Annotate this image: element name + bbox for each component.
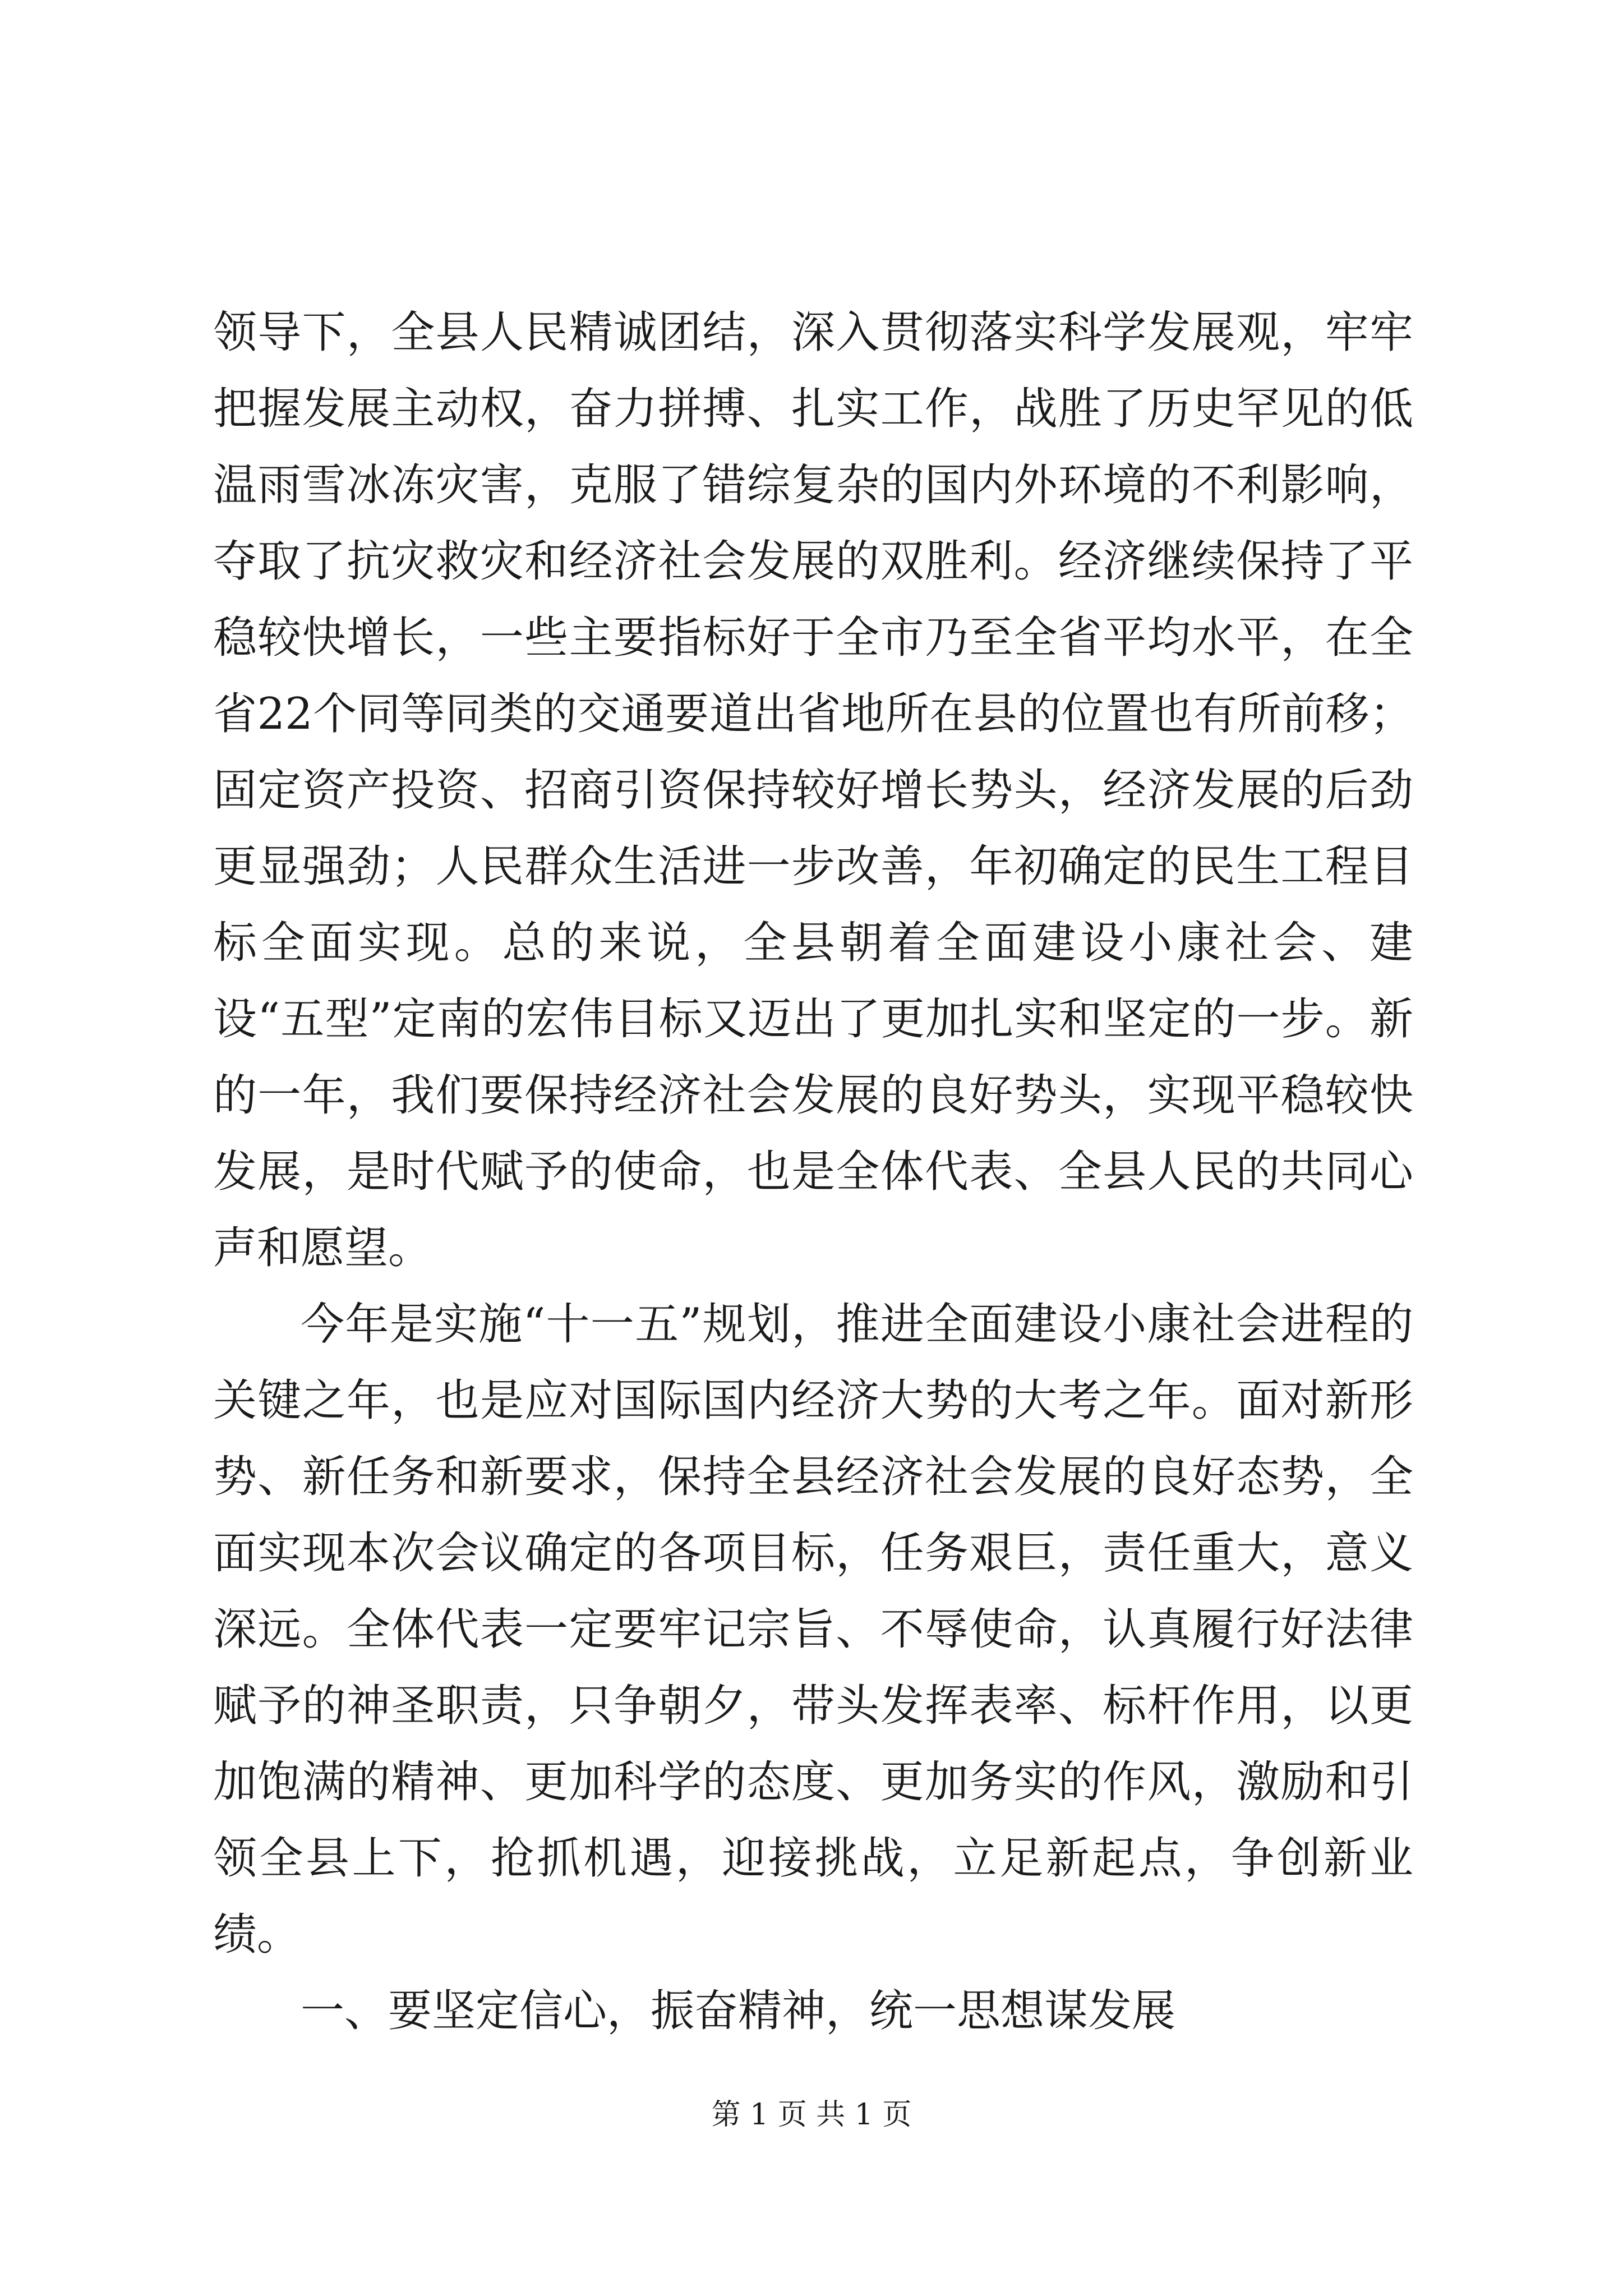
page-footer: 第 1 页 共 1 页 [711, 2098, 912, 2132]
paragraph-annual-significance: 今年是实施“十一五”规划，推进全面建设小康社会进程的关键之年，也是应对国际国内经济大势的大考之年。面对新形势、新任务和新要求，保持全县经济社会发展的良好态势，全面实现本次会议确定的各项目标，任务艰巨，责任重大，意义深远。全体代表一定要牢记宗旨、不辱使命，认真履行好法律赋予的神圣职责，只争朝夕，带头发挥表率、标杆作用，以更加饱满的精神、更加科学的态度、更加务实的作风，激励和引领全县上下，抢抓机遇，迎接挑战，立足新起点，争创新业绩。 [213, 1299, 1413, 1960]
paragraph-continuation: 领导下，全县人民精诚团结，深入贯彻落实科学发展观，牢牢把握发展主动权，奋力拼搏、扎实工作，战胜了历史罕见的低温雨雪冰冻灾害，克服了错综复杂的国内外环境的不利影响，夺取了抗灾救灾和经济社会发展的双胜利。经济继续保持了平稳较快增长，一些主要指标好于全市乃至全省平均水平，在全省22个同等同类的交通要道出省地所在县的位置也有所前移；固定资产投资、招商引资保持较好增长势头，经济发展的后劲更显强劲；人民群众生活进一步改善，年初确定的民生工程目标全面实现。总的来说，全县朝着全面建设小康社会、建设“五型”定南的宏伟目标又迈出了更加扎实和坚定的一步。新的一年，我们要保持经济社会发展的良好势头，实现平稳较快发展，是时代赋予的使命，也是全体代表、全县人民的共同心声和愿望。 [213, 307, 1413, 1273]
section-heading-1: 一、要坚定信心，振奋精神，统一思想谋发展 [301, 1986, 1176, 2036]
document-body [213, 295, 1413, 2049]
